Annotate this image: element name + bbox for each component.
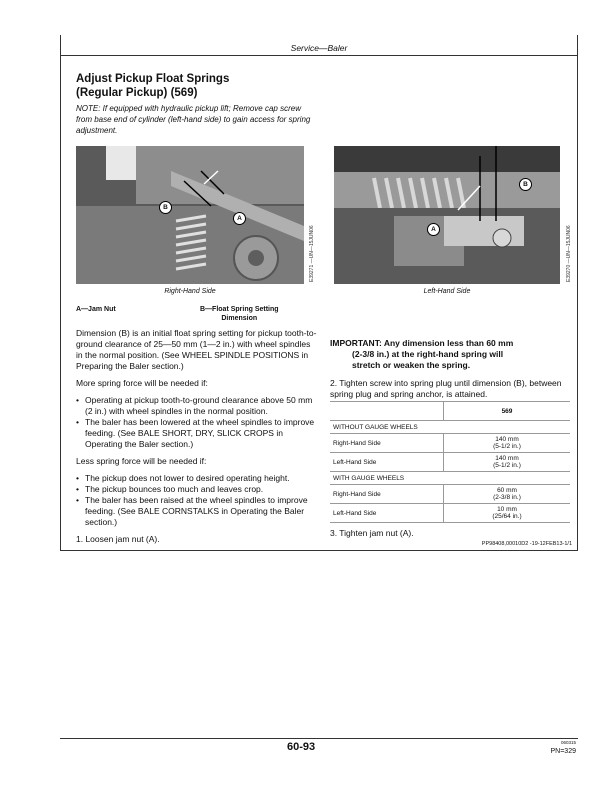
frame-right [577, 55, 578, 550]
list-item: • The baler has been lowered at the wheel spindles to improve feeding. (See BALE SHORT, DRY, SLICK CROPS in Operating the Baler section.) [76, 417, 318, 450]
value-in: (2-3/8 in.) [493, 494, 521, 501]
photo-right-hand-side [76, 146, 304, 284]
table-corner [330, 402, 444, 421]
note-text: NOTE: If equipped with hydraulic pickup lift; Remove cap screw from base end of cylinder (left-hand side) to gain access for spring adjustment. [76, 104, 311, 135]
legend-float-spring [200, 305, 279, 323]
section-title-line1: Adjust Pickup Float Springs [76, 73, 230, 85]
step-3: 3. Tighten jam nut (A). [330, 528, 414, 538]
photo-illustration-right [334, 146, 560, 284]
list-item: • The pickup bounces too much and leaves crop. [76, 484, 318, 495]
intro-paragraph: Dimension (B) is an initial float spring setting for pickup tooth-to-ground clearance of 25—50 mm (1—2 in.) with wheel spindles in the normal position. (See WHEEL SPINDLE POSITIONS in Preparing the Baler section.) [76, 328, 317, 371]
section-title [76, 72, 229, 100]
important-line1: IMPORTANT: Any dimension less than 60 mm [330, 338, 514, 348]
frame-left [60, 55, 61, 550]
left-column [76, 328, 318, 551]
callout-b-left: B [159, 201, 172, 214]
important-line2: (2-3/8 in.) at the right-hand spring will [352, 349, 504, 359]
step-1: 1. Loosen jam nut (A). [76, 534, 160, 544]
frame-header-rule [60, 55, 578, 56]
value-mm: 10 mm [497, 506, 517, 513]
footer-pn: PN=329 [550, 748, 576, 755]
table-header: 569 [444, 402, 571, 421]
footer-small-code: 060315 [560, 740, 576, 745]
value-in: (25/64 in.) [492, 513, 522, 520]
photo-illustration [76, 146, 304, 284]
more-force-list [76, 395, 318, 450]
row-value [444, 485, 571, 504]
table-row [330, 453, 570, 472]
step-2: 2. Tighten screw into spring plug until dimension (B), between spring plug and spring anchor, is attained. [330, 378, 562, 399]
legend-b-line2: Dimension [221, 315, 258, 322]
value-in: (5-1/2 in.) [493, 462, 521, 469]
caption-right: Left-Hand Side [423, 288, 471, 295]
less-force-list [76, 473, 318, 528]
important-line3: stretch or weaken the spring. [352, 360, 471, 370]
row-label: Left-Hand Side [330, 504, 444, 523]
running-header: Service—Baler [290, 43, 348, 53]
callout-a-left: A [233, 212, 246, 225]
spec-table [330, 401, 570, 523]
value-mm: 140 mm [495, 436, 519, 443]
caption-left: Right-Hand Side [164, 288, 216, 295]
table-row [330, 434, 570, 453]
value-mm: 60 mm [497, 487, 517, 494]
list-item: • Operating at pickup tooth-to-ground clearance above 50 mm (2 in.) with wheel spindles in the normal position. [76, 395, 318, 417]
reference-code: PP98408,00010D2 -19-12FEB13-1/1 [481, 541, 572, 547]
page-number: 60-93 [287, 741, 316, 753]
row-value [444, 504, 571, 523]
table-section-with: WITH GAUGE WHEELS [330, 472, 570, 485]
footer-rule [60, 738, 578, 739]
less-force-heading: Less spring force will be needed if: [76, 456, 207, 466]
value-in: (5-1/2 in.) [493, 443, 521, 450]
figure-code-left: E39271 —UN—15JUN06 [309, 225, 315, 282]
list-item: • The pickup does not lower to desired operating height. [76, 473, 318, 484]
table-row [330, 504, 570, 523]
photo-left-hand-side [334, 146, 560, 284]
row-label: Right-Hand Side [330, 485, 444, 504]
more-force-heading: More spring force will be needed if: [76, 378, 208, 388]
table-row [330, 485, 570, 504]
callout-b-right: B [519, 178, 532, 191]
section-title-line2: (Regular Pickup) (569) [76, 87, 198, 99]
value-mm: 140 mm [495, 455, 519, 462]
row-value [444, 453, 571, 472]
legend-b-line1: B—Float Spring Setting [200, 306, 279, 313]
callout-a-right: A [427, 223, 440, 236]
important-notice [330, 338, 570, 371]
row-label: Right-Hand Side [330, 434, 444, 453]
table-section-without: WITHOUT GAUGE WHEELS [330, 421, 570, 434]
row-value [444, 434, 571, 453]
legend-jam-nut: A—Jam Nut [76, 306, 116, 313]
row-label: Left-Hand Side [330, 453, 444, 472]
figure-code-right: E39270 —UN—15JUN06 [566, 225, 572, 282]
list-item: • The baler has been raised at the wheel spindles to improve feeding. (See BALE CORNSTALKS in Operating the Baler section.) [76, 495, 318, 528]
